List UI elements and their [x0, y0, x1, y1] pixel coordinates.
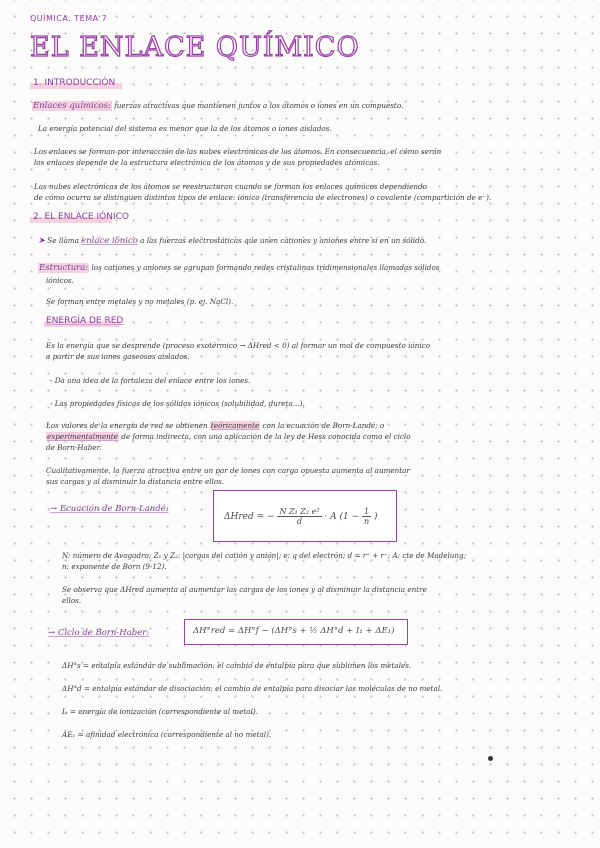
lattice-text: de forma indirecta, con una aplicación de la ley de Hess conocida como el ciclo: [121, 432, 411, 441]
ionic-definition: [38, 235, 593, 247]
born-lande-note: ellos.: [62, 596, 82, 605]
ionic-structure: [38, 262, 593, 274]
intro-line: Los enlaces se forman por interacción de las nubes electrónicas de los átomos. En consecuencia, el cómo serán: [34, 147, 442, 156]
intro-paragraph-1: [32, 100, 592, 112]
born-haber-formula-box: [184, 619, 408, 645]
structure-keyword: Estructura:: [39, 263, 89, 273]
born-lande-formula-box: [213, 490, 397, 542]
born-haber-def: AE₁ = afinidad electrónica (correspondiente al no metal).: [62, 730, 272, 739]
formula-numerator: N Z₁ Z₂ e²: [279, 507, 320, 516]
formula-fraction-inner: [362, 507, 371, 526]
intro-line: La energía potencial del sistema es menor que la de los átomos o iones aislados.: [38, 124, 332, 133]
born-haber-def: ΔH°d = entalpía estándar de disociación: el cambio de entalpía para disociar las moléculas de no metal.: [62, 684, 443, 693]
ionic-forms: Se forman entre metales y no metales (p. ej. NaCl).: [46, 297, 234, 306]
born-lande-formula: ΔHred = − $\frac{\text{N Z₁ Z₂ e²}}{d}$ · A (1 − $\frac{1}{n}$ ): [224, 507, 378, 526]
intro-line: fuerzas atractivas que mantienen juntos a los átomos o iones en un compuesto.: [114, 101, 404, 110]
born-haber-formula: ΔH°red = ΔH°f − (ΔH°s + ½ ΔH°d + I₁ + ΔE₁): [193, 626, 395, 636]
lattice-text: con la ecuación de Born-Landé; o: [262, 421, 385, 430]
lattice-line: de Born-Haber.: [46, 443, 102, 452]
born-haber-def: I₁ = energía de ionización (correspondiente al metal).: [62, 707, 258, 716]
born-lande-note: N: número de Avogadro; Z₁ y Z₂: |cargas del catión y anión|; e: q del electrón; d = r⁺ + r⁻; A: cte de Madelung;: [62, 551, 467, 560]
arrow-bullet-icon: ➤: [38, 236, 46, 246]
formula-inner-denominator: n: [364, 517, 370, 526]
lattice-bullet: - Da una idea de la fortaleza del enlace entre los iones.: [50, 376, 251, 385]
lattice-line: a partir de sus iones gaseosos aislados.: [46, 352, 190, 361]
intro-line: de cómo ocurra se distinguen distintos tipos de enlace: iónico (transferencia de electrones) o covalente (compartición de e⁻).: [34, 193, 492, 202]
document-header: QUÍMICA. TEMA 7: [30, 14, 108, 23]
binder-hole: [488, 756, 493, 761]
lattice-text: Los valores de la energía de red se obtienen: [46, 421, 208, 430]
section-heading-lattice: ENERGÍA DE RED: [46, 316, 124, 326]
ionic-structure-cont: iónicos.: [46, 276, 74, 285]
born-lande-note: Se observa que ΔHred aumenta al aumentar las cargas de los iones y al disminuir la distancia entre: [62, 585, 427, 594]
highlight-theoretical: teóricamente: [210, 421, 260, 430]
ionic-def-post: a las fuerzas electrostáticas que unen cationes y aniones entre sí en un sólido.: [140, 236, 427, 245]
formula-lhs: ΔHred =: [224, 512, 265, 522]
lattice-line: Cualitativamente, la fuerza atractiva entre un par de iones con carga opuesta aumenta al aumentar: [46, 466, 410, 475]
section-heading-intro: 1. INTRODUCCIÓN: [33, 78, 116, 88]
intro-line: Las nubes electrónicas de los átomos se reestructuran cuando se forman los enlaces químicos dependiendo: [34, 182, 427, 191]
formula-close: ): [374, 512, 378, 522]
born-lande-text: → Ecuación de Born-Landé:: [50, 504, 169, 514]
born-lande-label: [50, 504, 169, 514]
lattice-line: Es la energía que se desprende (proceso exotérmico → ΔHred < 0) al formar un mol de compuesto iónico: [46, 341, 431, 350]
ionic-def-pre: Se llama: [47, 236, 79, 245]
lattice-line: sus cargas y al disminuir la distancia entre ellos.: [46, 477, 225, 486]
highlight-experimental: experimentalmente: [47, 432, 118, 441]
born-lande-note: n: exponente de Born (9-12).: [62, 562, 167, 571]
page-title: EL ENLACE QUÍMICO: [30, 32, 360, 63]
structure-text: los cationes y aniones se agrupan formando redes cristalinas tridimensionales llamadas sólidos: [91, 263, 440, 272]
born-haber-label: [48, 628, 149, 638]
lattice-paragraph: [46, 420, 596, 431]
intro-keyword: Enlaces químicos:: [33, 101, 111, 111]
formula-denominator: d: [296, 517, 303, 526]
born-haber-def: ΔH°s = entalpía estándar de sublimación: el cambio de entalpía para que sublimen los metales.: [62, 661, 412, 670]
lattice-bullet: - Las propiedades físicas de los sólidos iónicos (solubilidad, dureta...).: [50, 399, 305, 408]
formula-middle: · A (1 −: [324, 512, 360, 522]
ionic-keyword: enlace iónico: [81, 236, 138, 246]
section-heading-ionic: 2. EL ENLACE IÓNICO: [33, 212, 129, 222]
intro-line: los enlaces depende de la estructura electrónica de los átomos y de sus propiedades atómicas.: [34, 158, 380, 167]
formula-fraction: [277, 507, 321, 526]
lattice-paragraph: [46, 431, 596, 442]
formula-inner-numerator: 1: [364, 507, 370, 516]
born-haber-text: → Ciclo de Born-Haber:: [48, 628, 150, 638]
